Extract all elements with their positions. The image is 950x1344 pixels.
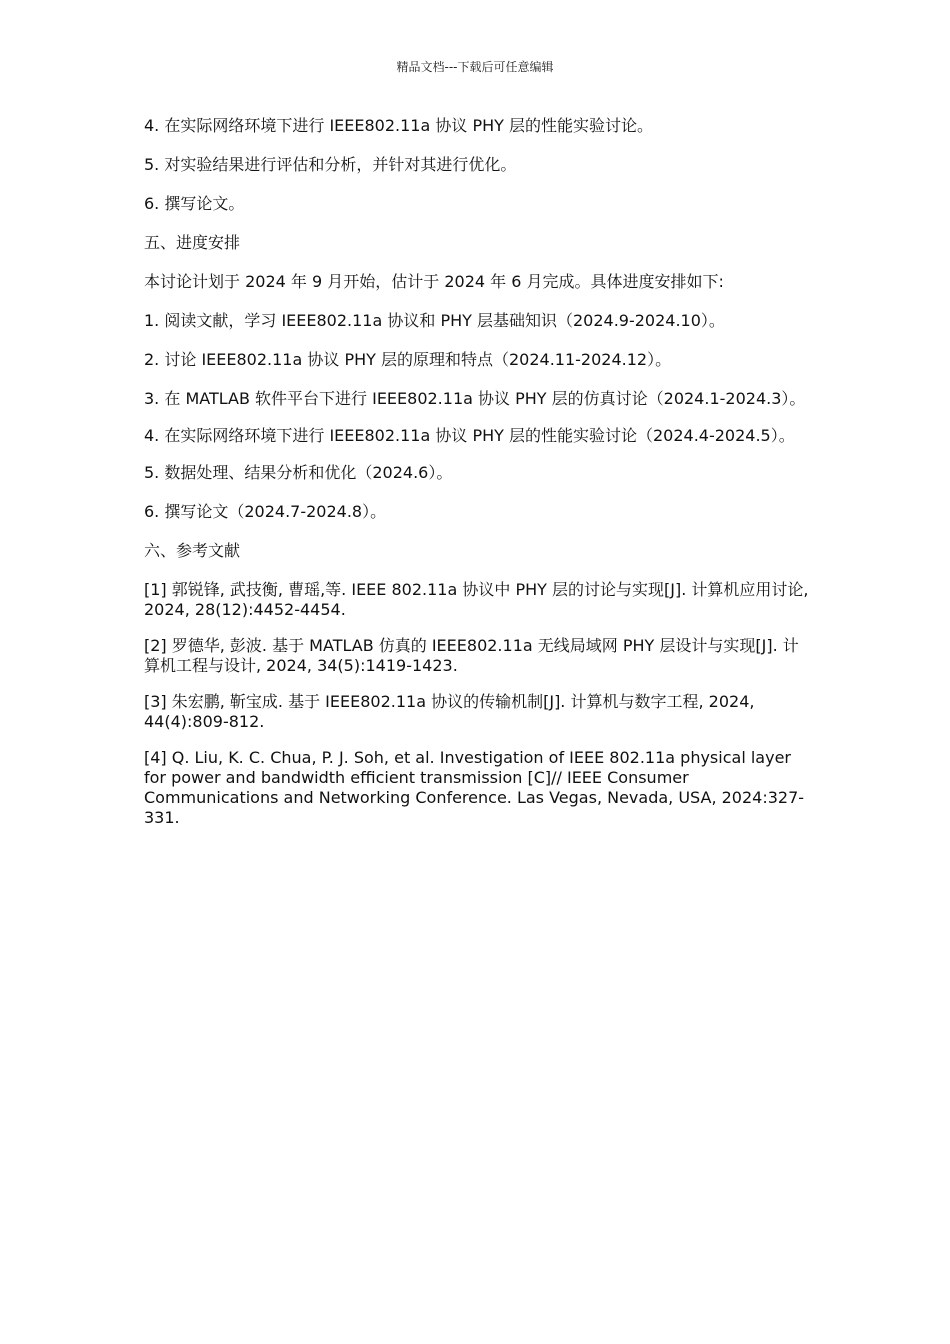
reference-item-3: [3] 朱宏鹏, 靳宝成. 基于 IEEE802.11a 协议的传输机制[J]. 计算机与数字工程, 2024, 44(4):809-812. [144,692,755,731]
schedule-item-4: 4. 在实际网络环境下进行 IEEE802.11a 协议 PHY 层的性能实验讨论（2024.4-2024.5）。 [144,426,795,445]
section-heading-references: 六、参考文献 [144,541,241,560]
reference-item-2: [2] 罗德华, 彭波. 基于 MATLAB 仿真的 IEEE802.11a 无线局域网 PHY 层设计与实现[J]. 计算机工程与设计, 2024, 34(5):1419-1423. [144,636,799,675]
paragraph-step-4: 4. 在实际网络环境下进行 IEEE802.11a 协议 PHY 层的性能实验讨论。 [144,116,653,135]
paragraph-step-6: 6. 撰写论文。 [144,194,245,213]
schedule-item-6: 6. 撰写论文（2024.7-2024.8）。 [144,502,387,521]
schedule-item-1: 1. 阅读文献，学习 IEEE802.11a 协议和 PHY 层基础知识（2024.9-2024.10）。 [144,311,725,330]
reference-item-4: [4] Q. Liu, K. C. Chua, P. J. Soh, et al. Investigation of IEEE 802.11a physical layer for power and bandwidth efficient transmission [C]// IEEE Consumer Communications and Networking Conference. Las Vegas, Nevada, USA, 2024:327-331. [144,748,805,827]
reference-list [144,580,809,828]
reference-item-1: [1] 郭锐锋, 武技衡, 曹瑶,等. IEEE 802.11a 协议中 PHY 层的讨论与实现[J]. 计算机应用讨论, 2024, 28(12):4452-4454. [144,580,809,619]
schedule-item-5: 5. 数据处理、结果分析和优化（2024.6）。 [144,463,453,482]
document-body [144,116,809,844]
schedule-item-3: 3. 在 MATLAB 软件平台下进行 IEEE802.11a 协议 PHY 层的仿真讨论（2024.1-2024.3）。 [144,389,806,408]
paragraph-schedule-intro: 本讨论计划于 2024 年 9 月开始，估计于 2024 年 6 月完成。具体进度安排如下: [144,272,724,291]
section-heading-schedule: 五、进度安排 [144,233,241,252]
page-header: 精品文档---下载后可任意编辑 [396,60,554,74]
schedule-item-2: 2. 讨论 IEEE802.11a 协议 PHY 层的原理和特点（2024.11-2024.12）。 [144,350,672,369]
paragraph-step-5: 5. 对实验结果进行评估和分析，并针对其进行优化。 [144,155,517,174]
